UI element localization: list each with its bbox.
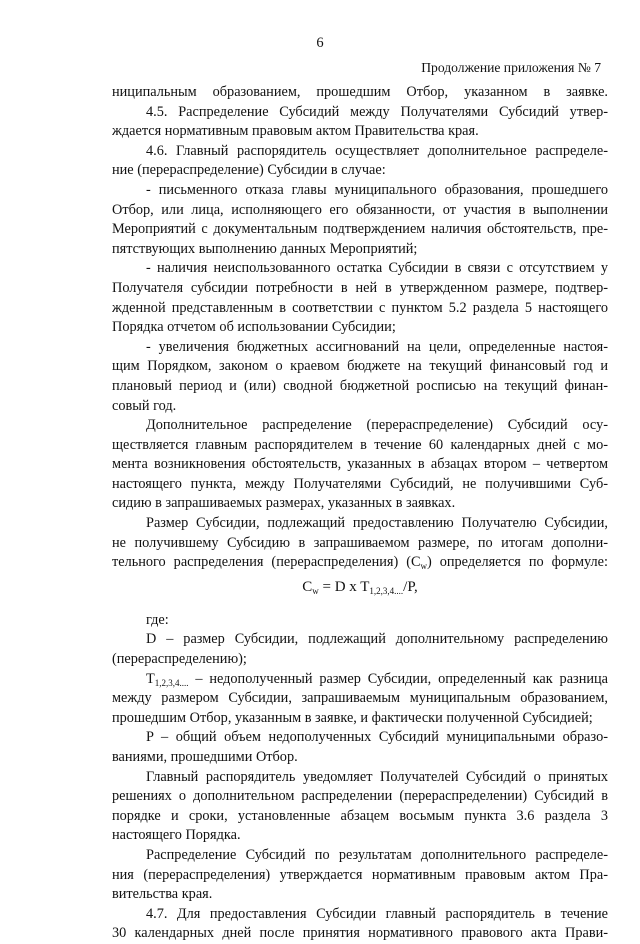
text-line: Получателя субсидии потребности в ней в утвержденном размере, подтвер- [112,279,608,296]
subscript: w [420,561,427,572]
text-line: Размер Субсидии, подлежащий предоставлению Получателю Субсидии, [146,515,608,532]
subsidy-formula [112,573,608,601]
text-line: мента возникновения обстоятельств, указанных в абзацах втором – четвертом [112,456,608,473]
text-line: 4.5. Распределение Субсидий между Получателями Субсидий утвер- [146,103,608,120]
text-line: (перераспределению); [112,651,247,668]
text-line [112,670,608,690]
text-line: настоящего пункта, между Получателями Субсидий, не получившими Суб- [112,475,608,492]
text-line: 30 календарных дней после принятия нормативного правового акта Прави- [112,925,608,942]
text-line: Мероприятий с документальным подтверждением наличия обстоятельств, пре- [112,221,608,238]
text-line: настоящего Порядка. [112,827,241,844]
text-line: прошедшим Отбор, указанным в заявке, и фактически полученной Субсидией; [112,709,593,726]
text-line: порядке и сроки, установленные абзацем восьмым пункта 3.6 раздела 3 [112,807,608,824]
text-line: ваниями, прошедшими Отбор. [112,749,298,765]
text-line: 4.6. Главный распорядитель осуществляет дополнительное распределе- [146,142,608,159]
formula-part: /P, [403,578,418,595]
formula-part: = D x T [318,578,370,595]
text-line: Отбор, или лица, исполняющего его обязанности, от участия в выполнении [112,201,608,218]
text-line: совый год. [112,397,177,414]
text-line [112,553,608,573]
text-line: P – общий объем недополученных Субсидий муниципальными образо- [146,729,608,746]
document-body [112,83,608,944]
text-line: ществляется главным распорядителем в течение 60 календарных дней с мо- [112,436,608,453]
text-line: вительства края. [112,886,213,903]
text-fragment: ) определяется по формуле: [427,554,608,571]
text-line: 4.7. Для предоставления Субсидии главный распорядитель в течение [146,905,608,922]
text-line: ния (перераспределения) утверждается нормативным правовым актом Пра- [112,866,608,883]
text-line: - наличия неиспользованного остатка Субсидии в связи с отсутствием у [146,260,608,277]
text-line: Порядка отчетом об использовании Субсидии; [112,319,396,336]
text-line: где: [146,611,169,628]
text-line: пятствующих выполнению данных Мероприятий; [112,240,418,257]
appendix-continuation-note: Продолжение приложения № 7 [421,60,601,75]
text-line: - увеличения бюджетных ассигнований на цели, определенные настоя- [146,338,608,355]
text-line: ниципальным образованием, прошедшим Отбор, указанном в заявке. [112,84,608,100]
text-line: щим Порядком, законом о краевом бюджете на текущий финансовый год и [112,358,608,375]
text-line: ждается нормативным правовым актом Правительства края. [112,123,479,140]
text-line: жденной представленным в соответствии с пунктом 5.2 раздела 5 настоящего [112,299,608,316]
text-fragment: тельного распределения (перераспределения) (C [112,554,421,571]
text-line: решениях о дополнительном распределении (перераспределении) Субсидий в [112,788,608,805]
formula-subscript: 1,2,3,4.... [369,585,404,596]
text-fragment: – недополученный размер Субсидии, определенный как разница [188,670,608,687]
formula-subscript: w [312,585,319,596]
subscript: 1,2,3,4.... [154,677,189,688]
text-line: Дополнительное распределение (перераспределение) Субсидий осу- [146,417,608,434]
text-line: сидию в запрашиваемых размерах, указанных в заявках. [112,495,456,512]
text-fragment: T [146,670,155,687]
text-line: Распределение Субсидий по результатам дополнительного распределе- [146,846,608,863]
text-line: плановый период и (или) сводной бюджетной росписью на текущий финан- [112,377,608,394]
page-number: 6 [316,35,324,51]
text-line: не получившему Субсидию в запрашиваемом размере, по итогам дополни- [112,534,608,551]
text-line: ние (перераспределение) Субсидии в случае: [112,162,386,179]
text-line: - письменного отказа главы муниципального образования, прошедшего [146,181,608,198]
text-line: D – размер Субсидии, подлежащий дополнительному распределению [146,631,608,648]
text-line: между размером Субсидии, запрашиваемым муниципальным образованием, [112,690,608,707]
formula-part: C [302,578,313,595]
text-line: Главный распорядитель уведомляет Получателей Субсидий о принятых [146,768,608,785]
